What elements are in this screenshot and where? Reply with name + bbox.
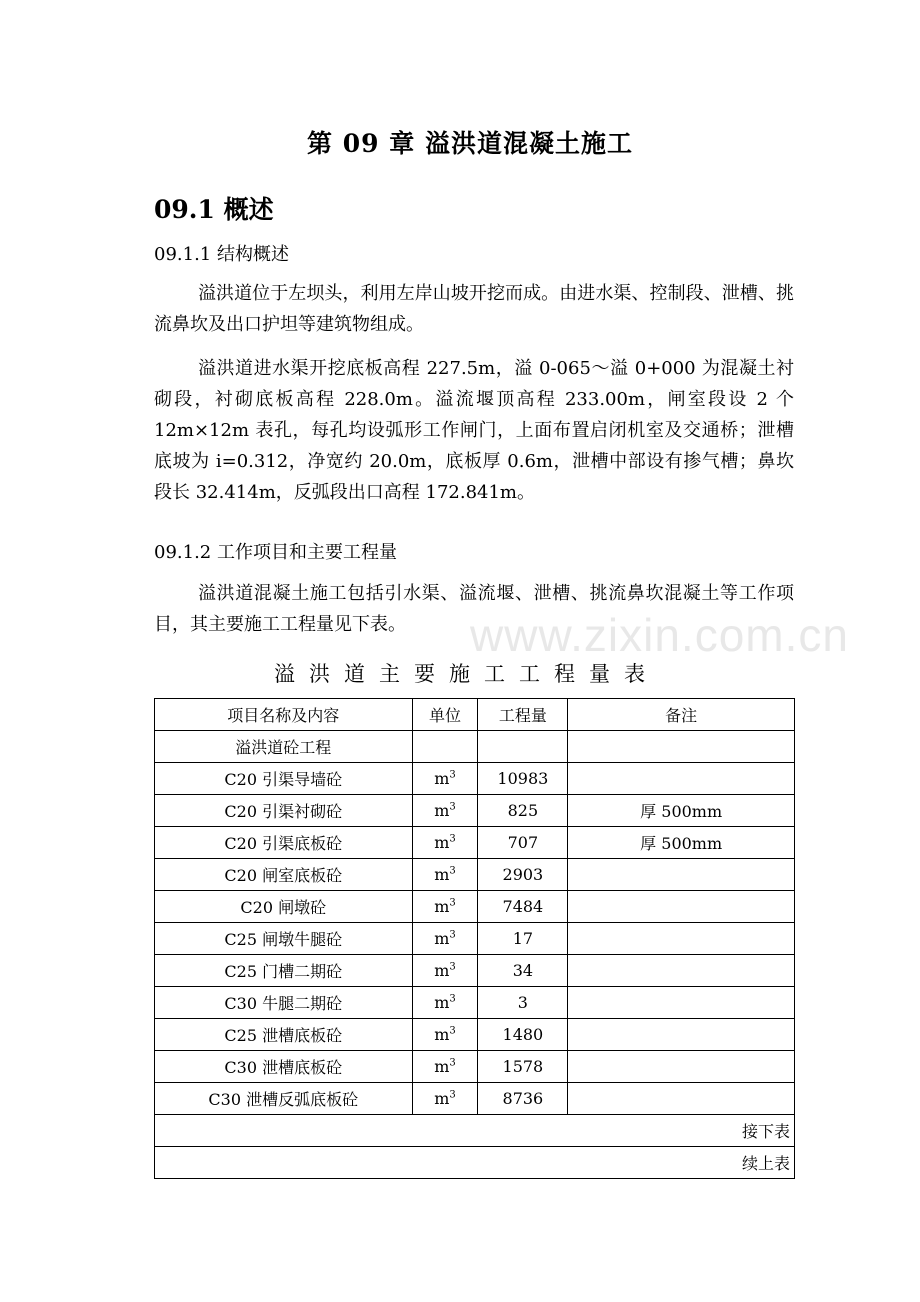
table-header-row xyxy=(155,699,795,731)
table-continuation-row xyxy=(155,1115,795,1147)
table-row xyxy=(155,923,795,955)
item-name: C20 引渠导墙砼 xyxy=(155,763,413,795)
item-quantity: 3 xyxy=(478,987,568,1019)
item-remarks xyxy=(568,1019,795,1051)
item-name: C30 牛腿二期砼 xyxy=(155,987,413,1019)
table-row xyxy=(155,1051,795,1083)
item-unit: $m^3$ xyxy=(412,763,478,795)
chapter-title: 第 09 章 溢洪道混凝土施工 xyxy=(307,129,633,158)
group-label: 溢洪道砼工程 xyxy=(155,731,413,763)
item-quantity: 34 xyxy=(478,955,568,987)
item-unit: $m^3$ xyxy=(412,827,478,859)
item-name: C30 泄槽反弧底板砼 xyxy=(155,1083,413,1115)
item-name: C20 引渠衬砌砼 xyxy=(155,795,413,827)
item-remarks xyxy=(568,891,795,923)
item-quantity: 1578 xyxy=(478,1051,568,1083)
table-title: 溢洪道主要施工工程量表 xyxy=(274,662,659,686)
item-name: C20 引渠底板砼 xyxy=(155,827,413,859)
item-remarks xyxy=(568,923,795,955)
item-remarks xyxy=(568,1051,795,1083)
table-row xyxy=(155,795,795,827)
item-quantity: 2903 xyxy=(478,859,568,891)
item-quantity: 8736 xyxy=(478,1083,568,1115)
item-unit: $m^3$ xyxy=(412,795,478,827)
item-unit: $m^3$ xyxy=(412,987,478,1019)
item-remarks: 厚 500mm xyxy=(568,827,795,859)
item-quantity: 7484 xyxy=(478,891,568,923)
table-row xyxy=(155,955,795,987)
table-cell xyxy=(478,731,568,763)
item-name: C25 泄槽底板砼 xyxy=(155,1019,413,1051)
table-row xyxy=(155,1019,795,1051)
table-group-row xyxy=(155,731,795,763)
item-remarks xyxy=(568,859,795,891)
continuation-label: 接下表 xyxy=(155,1115,795,1147)
watermark: www.zixin.com.cn xyxy=(470,609,849,661)
item-name: C25 闸墩牛腿砼 xyxy=(155,923,413,955)
item-unit: $m^3$ xyxy=(412,1051,478,1083)
header-item: 项目名称及内容 xyxy=(155,699,413,731)
item-unit: $m^3$ xyxy=(412,1083,478,1115)
subsection-heading-structure: 09.1.1 结构概述 xyxy=(154,244,289,265)
table-cell xyxy=(412,731,478,763)
header-unit: 单位 xyxy=(412,699,478,731)
item-quantity: 825 xyxy=(478,795,568,827)
quantity-table xyxy=(154,698,795,1179)
paragraph-structure-details: 溢洪道进水渠开挖底板高程 227.5m，溢 0-065～溢 0+000 为混凝土衬砌段，衬砌底板高程 228.0m。溢流堰顶高程 233.00m，闸室段设 2 个 12m×12m 表孔，每孔均设弧形工作闸门，上面布置启闭机室及交通桥；泄槽底坡为 i=0.312，净宽约 20.0m，底板厚 0.6m，泄槽中部设有掺气槽；鼻坎段长 32.414m，反弧段出口高程 172.841m。 xyxy=(154,358,794,503)
header-remarks: 备注 xyxy=(568,699,795,731)
item-remarks xyxy=(568,955,795,987)
paragraph-work-items: 溢洪道混凝土施工包括引水渠、溢流堰、泄槽、挑流鼻坎混凝土等工作项目，其主要施工工程量见下表。 xyxy=(154,583,794,635)
table-cell xyxy=(568,731,795,763)
table-row xyxy=(155,827,795,859)
paragraph-location: 溢洪道位于左坝头，利用左岸山坡开挖而成。由进水渠、控制段、泄槽、挑流鼻坎及出口护坦等建筑物组成。 xyxy=(154,283,794,335)
table-row xyxy=(155,891,795,923)
item-unit: $m^3$ xyxy=(412,1019,478,1051)
item-quantity: 10983 xyxy=(478,763,568,795)
table-continuation-row xyxy=(155,1147,795,1179)
item-unit: $m^3$ xyxy=(412,923,478,955)
table-row xyxy=(155,859,795,891)
item-name: C25 门槽二期砼 xyxy=(155,955,413,987)
item-quantity: 17 xyxy=(478,923,568,955)
item-remarks: 厚 500mm xyxy=(568,795,795,827)
item-unit: $m^3$ xyxy=(412,955,478,987)
item-unit: $m^3$ xyxy=(412,891,478,923)
section-title: 09.1 概述 xyxy=(154,195,274,224)
item-name: C20 闸墩砼 xyxy=(155,891,413,923)
subsection-heading-work-items: 09.1.2 工作项目和主要工程量 xyxy=(154,542,397,563)
item-name: C20 闸室底板砼 xyxy=(155,859,413,891)
item-quantity: 1480 xyxy=(478,1019,568,1051)
table-row xyxy=(155,1083,795,1115)
table-row xyxy=(155,763,795,795)
item-quantity: 707 xyxy=(478,827,568,859)
item-unit: $m^3$ xyxy=(412,859,478,891)
item-remarks xyxy=(568,763,795,795)
item-remarks xyxy=(568,1083,795,1115)
header-quantity: 工程量 xyxy=(478,699,568,731)
item-remarks xyxy=(568,987,795,1019)
item-name: C30 泄槽底板砼 xyxy=(155,1051,413,1083)
continuation-label: 续上表 xyxy=(155,1147,795,1179)
table-row xyxy=(155,987,795,1019)
